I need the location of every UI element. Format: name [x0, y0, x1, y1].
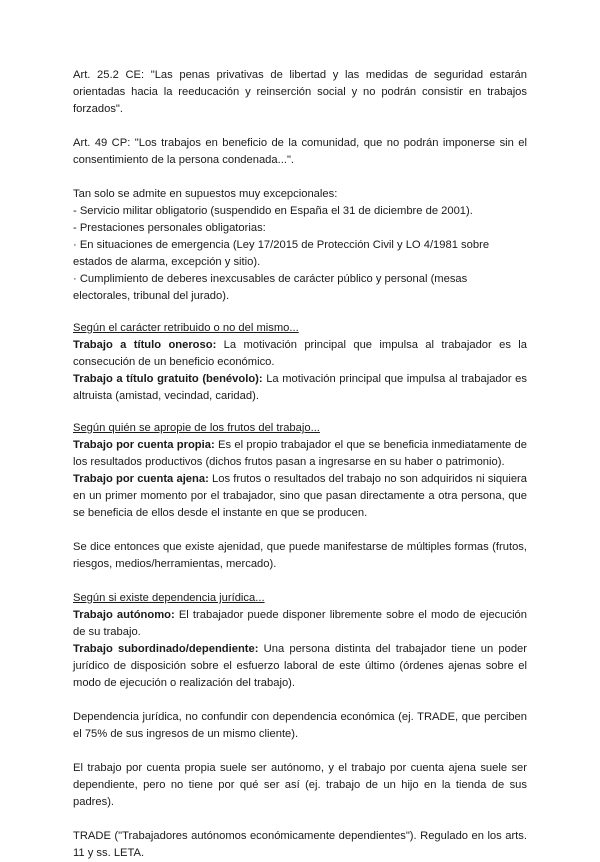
term-own-account: Trabajo por cuenta propia: — [73, 439, 215, 451]
term-onerous: Trabajo a título oneroso: — [73, 339, 217, 351]
exception-item: - Servicio militar obligatorio (suspendido en España el 31 de diciembre de 2001). — [73, 205, 473, 217]
definition-third-party-account — [73, 471, 527, 522]
exceptions-intro: Tan solo se admite en supuestos muy excepcionales: — [73, 188, 338, 200]
exception-item: - Prestaciones personales obligatorias: — [73, 222, 266, 234]
definition-text: La motivación principal que impulsa al trabajador es altruista (amistad, vecindad, caridad). — [73, 373, 527, 402]
exceptions-block — [73, 186, 527, 305]
term-third-party-account: Trabajo por cuenta ajena: — [73, 473, 209, 485]
dependency-paragraph: Dependencia jurídica, no confundir con dependencia económica (ej. TRADE, que perciben el 75% de sus ingresos de un mismo cliente). — [73, 711, 527, 740]
definition-onerous — [73, 337, 527, 371]
exception-item: · Cumplimiento de deberes inexcusables de carácter público y personal (mesas electorales, tribunal del jurado). — [73, 273, 468, 302]
definition-text: El trabajador puede disponer libremente sobre el modo de ejecución de su trabajo. — [73, 609, 528, 638]
definition-own-account — [73, 437, 527, 471]
trade-paragraph: TRADE ("Trabajadores autónomos económicamente dependientes"). Regulado en los arts. 11 y ss. LETA. — [73, 830, 527, 859]
ajenidad-note: Se dice entonces que existe ajenidad, que puede manifestarse de múltiples formas (frutos, riesgos, medios/herramientas, mercado). — [73, 541, 527, 570]
art-25-paragraph: Art. 25.2 CE: "Las penas privativas de libertad y las medidas de seguridad estarán orientadas hacia la reeducación y reinserción social y no podrán consistir en trabajos forzados". — [73, 69, 527, 115]
definition-text: Es el propio trabajador el que se beneficia inmediatamente de los resultados productivos (dichos frutos pasan a ingresarse en su haber o patrimonio). — [73, 439, 528, 468]
appropriation-section — [73, 420, 527, 573]
term-gratuitous: Trabajo a título gratuito (benévolo): — [73, 373, 263, 385]
definition-gratuitous — [73, 371, 527, 405]
section-heading-retribution: Según el carácter retribuido o no del mismo... — [73, 322, 299, 334]
definition-text: La motivación principal que impulsa al trabajador es la consecución de un beneficio económico. — [73, 339, 527, 368]
definition-subordinate — [73, 641, 527, 692]
dependency-section — [73, 590, 527, 692]
definition-text: Los frutos o resultados del trabajo no son adquiridos ni siquiera en un primer momento por el trabajador, sino que pasan directamente a otra persona, que se beneficia de ellos desde el instante en que se producen. — [73, 473, 527, 519]
section-heading-dependency: Según si existe dependencia jurídica... — [73, 592, 265, 604]
art-49-paragraph: Art. 49 CP: "Los trabajos en beneficio de la comunidad, que no podrán imponerse sin el consentimiento de la persona condenada...". — [73, 137, 527, 166]
relation-paragraph: El trabajo por cuenta propia suele ser autónomo, y el trabajo por cuenta ajena suele ser dependiente, pero no tiene por qué ser así (ej. trabajo de un hijo en la tienda de sus padres). — [73, 762, 527, 808]
term-subordinate: Trabajo subordinado/dependiente: — [73, 643, 259, 655]
definition-text: Una persona distinta del trabajador tiene un poder jurídico de disposición sobre el esfuerzo laboral de este último (órdenes ajenas sobre el modo de ejecución o realización del trabajo). — [73, 643, 527, 689]
term-autonomous: Trabajo autónomo: — [73, 609, 175, 621]
definition-autonomous — [73, 607, 527, 641]
section-heading-appropriation: Según quién se apropie de los frutos del trabajo... — [73, 422, 320, 434]
retribution-section — [73, 320, 527, 405]
exception-item: · En situaciones de emergencia (Ley 17/2015 de Protección Civil y LO 4/1981 sobre estados de alarma, excepción y sitio). — [73, 239, 490, 268]
